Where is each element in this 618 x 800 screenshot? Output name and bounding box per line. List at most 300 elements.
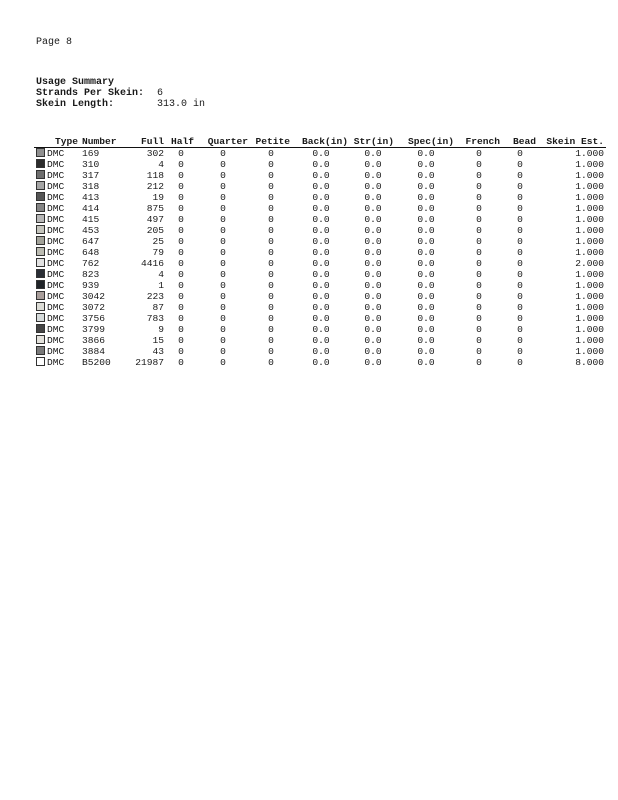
cell-french: 0 [476, 291, 482, 302]
color-swatch [36, 346, 45, 355]
cell-back: 0.0 [312, 291, 330, 302]
cell-number: 318 [82, 181, 100, 192]
cell-full: 783 [146, 313, 164, 324]
cell-petite: 0 [268, 357, 274, 368]
cell-quarter: 0 [220, 280, 226, 291]
cell-back: 0.0 [312, 324, 330, 335]
color-swatch [36, 357, 45, 366]
cell-back: 0.0 [312, 247, 330, 258]
cell-full: 9 [158, 324, 164, 335]
cell-number: 647 [82, 236, 100, 247]
cell-back: 0.0 [312, 236, 330, 247]
cell-type [34, 148, 80, 160]
cell-bead: 0 [517, 203, 523, 214]
cell-skein: 1.000 [575, 225, 604, 236]
cell-type [34, 324, 80, 335]
cell-type [34, 302, 80, 313]
cell-bead: 0 [517, 280, 523, 291]
table-row [34, 236, 606, 247]
cell-str: 0.0 [364, 214, 382, 225]
usage-table-body [34, 148, 606, 369]
col-header-full: Full [132, 135, 166, 148]
cell-spec: 0.0 [417, 302, 435, 313]
cell-half: 0 [178, 280, 184, 291]
cell-str: 0.0 [364, 236, 382, 247]
cell-half: 0 [178, 181, 184, 192]
cell-half: 0 [178, 203, 184, 214]
cell-type [34, 269, 80, 280]
cell-number: B5200 [82, 357, 111, 368]
floss-type: DMC [47, 192, 65, 203]
cell-bead: 0 [517, 313, 523, 324]
cell-type [34, 357, 80, 368]
table-row [34, 192, 606, 203]
table-row [34, 269, 606, 280]
floss-type: DMC [47, 302, 65, 313]
cell-skein: 1.000 [575, 291, 604, 302]
cell-full: 79 [152, 247, 164, 258]
table-row [34, 302, 606, 313]
cell-french: 0 [476, 181, 482, 192]
cell-quarter: 0 [220, 302, 226, 313]
cell-back: 0.0 [312, 181, 330, 192]
cell-str: 0.0 [364, 225, 382, 236]
cell-spec: 0.0 [417, 203, 435, 214]
cell-str: 0.0 [364, 313, 382, 324]
cell-skein: 1.000 [575, 170, 604, 181]
cell-half: 0 [178, 236, 184, 247]
cell-str: 0.0 [364, 181, 382, 192]
cell-number: 310 [82, 159, 100, 170]
cell-skein: 1.000 [575, 159, 604, 170]
cell-full: 43 [152, 346, 164, 357]
floss-type: DMC [47, 291, 65, 302]
floss-type: DMC [47, 225, 65, 236]
cell-quarter: 0 [220, 269, 226, 280]
cell-skein: 1.000 [575, 313, 604, 324]
cell-str: 0.0 [364, 203, 382, 214]
cell-back: 0.0 [312, 214, 330, 225]
cell-back: 0.0 [312, 335, 330, 346]
cell-skein: 1.000 [575, 192, 604, 203]
cell-petite: 0 [268, 335, 274, 346]
cell-spec: 0.0 [417, 247, 435, 258]
cell-french: 0 [476, 335, 482, 346]
cell-full: 4 [158, 269, 164, 280]
cell-quarter: 0 [220, 346, 226, 357]
strands-label: Strands Per Skein: [36, 88, 145, 99]
color-swatch [36, 269, 45, 278]
cell-str: 0.0 [364, 269, 382, 280]
usage-summary [36, 77, 206, 110]
cell-skein: 1.000 [575, 203, 604, 214]
cell-full: 19 [152, 192, 164, 203]
cell-type [34, 225, 80, 236]
floss-type: DMC [47, 159, 65, 170]
cell-petite: 0 [268, 181, 274, 192]
cell-bead: 0 [517, 302, 523, 313]
cell-number: 762 [82, 258, 100, 269]
cell-str: 0.0 [364, 159, 382, 170]
cell-french: 0 [476, 302, 482, 313]
cell-half: 0 [178, 214, 184, 225]
cell-half: 0 [178, 313, 184, 324]
cell-quarter: 0 [220, 313, 226, 324]
cell-full: 875 [146, 203, 164, 214]
cell-half: 0 [178, 324, 184, 335]
cell-french: 0 [476, 324, 482, 335]
cell-skein: 1.000 [575, 214, 604, 225]
floss-type: DMC [47, 280, 65, 291]
cell-half: 0 [178, 258, 184, 269]
table-row [34, 258, 606, 269]
table-row [34, 357, 606, 368]
table-row [34, 280, 606, 291]
cell-petite: 0 [268, 214, 274, 225]
table-row [34, 159, 606, 170]
table-row [34, 247, 606, 258]
cell-back: 0.0 [312, 280, 330, 291]
cell-back: 0.0 [312, 258, 330, 269]
cell-bead: 0 [517, 357, 523, 368]
floss-type: DMC [47, 269, 65, 280]
table-row [34, 203, 606, 214]
cell-spec: 0.0 [417, 236, 435, 247]
cell-skein: 2.000 [575, 258, 604, 269]
cell-number: 648 [82, 247, 100, 258]
cell-full: 118 [146, 170, 164, 181]
cell-petite: 0 [268, 258, 274, 269]
cell-french: 0 [476, 236, 482, 247]
cell-petite: 0 [268, 225, 274, 236]
floss-type: DMC [47, 236, 65, 247]
floss-type: DMC [47, 357, 65, 368]
cell-type [34, 203, 80, 214]
cell-type [34, 214, 80, 225]
color-swatch [36, 258, 45, 267]
table-row [34, 181, 606, 192]
cell-spec: 0.0 [417, 148, 435, 159]
floss-type: DMC [47, 181, 65, 192]
cell-type [34, 291, 80, 302]
cell-back: 0.0 [312, 203, 330, 214]
cell-str: 0.0 [364, 258, 382, 269]
cell-full: 223 [146, 291, 164, 302]
cell-quarter: 0 [220, 203, 226, 214]
cell-spec: 0.0 [417, 181, 435, 192]
cell-number: 3042 [82, 291, 106, 302]
cell-quarter: 0 [220, 335, 226, 346]
cell-petite: 0 [268, 170, 274, 181]
floss-type: DMC [47, 214, 65, 225]
usage-table [34, 135, 606, 368]
cell-full: 497 [146, 214, 164, 225]
col-header-back: Back(in) [292, 135, 350, 148]
color-swatch [36, 302, 45, 311]
cell-spec: 0.0 [417, 280, 435, 291]
cell-bead: 0 [517, 269, 523, 280]
cell-type [34, 159, 80, 170]
cell-quarter: 0 [220, 324, 226, 335]
cell-petite: 0 [268, 324, 274, 335]
table-row [34, 148, 606, 160]
cell-type [34, 192, 80, 203]
cell-quarter: 0 [220, 214, 226, 225]
color-swatch [36, 170, 45, 179]
cell-petite: 0 [268, 269, 274, 280]
cell-quarter: 0 [220, 236, 226, 247]
cell-petite: 0 [268, 159, 274, 170]
cell-bead: 0 [517, 258, 523, 269]
cell-french: 0 [476, 357, 482, 368]
cell-spec: 0.0 [417, 258, 435, 269]
cell-spec: 0.0 [417, 225, 435, 236]
floss-type: DMC [47, 335, 65, 346]
cell-str: 0.0 [364, 280, 382, 291]
cell-spec: 0.0 [417, 357, 435, 368]
cell-french: 0 [476, 346, 482, 357]
cell-quarter: 0 [220, 159, 226, 170]
color-swatch [36, 280, 45, 289]
cell-half: 0 [178, 225, 184, 236]
cell-skein: 1.000 [575, 148, 604, 159]
color-swatch [36, 214, 45, 223]
color-swatch [36, 247, 45, 256]
cell-number: 453 [82, 225, 100, 236]
cell-full: 302 [146, 148, 164, 159]
cell-spec: 0.0 [417, 291, 435, 302]
color-swatch [36, 236, 45, 245]
cell-petite: 0 [268, 346, 274, 357]
table-row [34, 346, 606, 357]
cell-number: 414 [82, 203, 100, 214]
table-row [34, 170, 606, 181]
cell-str: 0.0 [364, 170, 382, 181]
cell-petite: 0 [268, 192, 274, 203]
col-header-half: Half [166, 135, 196, 148]
cell-petite: 0 [268, 148, 274, 159]
cell-bead: 0 [517, 148, 523, 159]
cell-number: 823 [82, 269, 100, 280]
cell-french: 0 [476, 313, 482, 324]
floss-type: DMC [47, 170, 65, 181]
cell-skein: 1.000 [575, 324, 604, 335]
cell-skein: 1.000 [575, 280, 604, 291]
cell-str: 0.0 [364, 291, 382, 302]
cell-type [34, 181, 80, 192]
cell-str: 0.0 [364, 192, 382, 203]
cell-quarter: 0 [220, 225, 226, 236]
floss-type: DMC [47, 313, 65, 324]
cell-skein: 1.000 [575, 236, 604, 247]
cell-half: 0 [178, 247, 184, 258]
cell-half: 0 [178, 335, 184, 346]
cell-bead: 0 [517, 291, 523, 302]
col-header-type: Type [34, 135, 80, 148]
cell-number: 413 [82, 192, 100, 203]
cell-petite: 0 [268, 291, 274, 302]
cell-full: 25 [152, 236, 164, 247]
cell-number: 3756 [82, 313, 106, 324]
cell-quarter: 0 [220, 181, 226, 192]
cell-type [34, 170, 80, 181]
table-row [34, 291, 606, 302]
cell-petite: 0 [268, 203, 274, 214]
cell-half: 0 [178, 357, 184, 368]
cell-skein: 1.000 [575, 269, 604, 280]
table-row [34, 214, 606, 225]
cell-skein: 1.000 [575, 302, 604, 313]
cell-bead: 0 [517, 181, 523, 192]
cell-quarter: 0 [220, 291, 226, 302]
color-swatch [36, 313, 45, 322]
cell-str: 0.0 [364, 247, 382, 258]
cell-quarter: 0 [220, 357, 226, 368]
cell-petite: 0 [268, 236, 274, 247]
cell-full: 205 [146, 225, 164, 236]
floss-type: DMC [47, 148, 65, 159]
cell-str: 0.0 [364, 357, 382, 368]
summary-title: Usage Summary [36, 77, 115, 88]
cell-spec: 0.0 [417, 214, 435, 225]
cell-quarter: 0 [220, 247, 226, 258]
col-header-spec: Spec(in) [396, 135, 456, 148]
cell-quarter: 0 [220, 192, 226, 203]
floss-type: DMC [47, 247, 65, 258]
col-header-petite: Petite [250, 135, 292, 148]
cell-spec: 0.0 [417, 269, 435, 280]
cell-number: 3799 [82, 324, 106, 335]
cell-french: 0 [476, 159, 482, 170]
cell-french: 0 [476, 225, 482, 236]
floss-type: DMC [47, 346, 65, 357]
cell-full: 212 [146, 181, 164, 192]
cell-number: 317 [82, 170, 100, 181]
cell-back: 0.0 [312, 192, 330, 203]
cell-str: 0.0 [364, 324, 382, 335]
cell-type [34, 236, 80, 247]
cell-petite: 0 [268, 280, 274, 291]
cell-str: 0.0 [364, 148, 382, 159]
cell-bead: 0 [517, 170, 523, 181]
cell-spec: 0.0 [417, 159, 435, 170]
cell-petite: 0 [268, 302, 274, 313]
cell-bead: 0 [517, 159, 523, 170]
table-row [34, 335, 606, 346]
cell-bead: 0 [517, 335, 523, 346]
floss-type: DMC [47, 258, 65, 269]
cell-type [34, 280, 80, 291]
cell-french: 0 [476, 170, 482, 181]
table-row [34, 313, 606, 324]
cell-french: 0 [476, 280, 482, 291]
cell-skein: 1.000 [575, 346, 604, 357]
cell-back: 0.0 [312, 302, 330, 313]
cell-full: 4416 [140, 258, 164, 269]
cell-spec: 0.0 [417, 170, 435, 181]
cell-half: 0 [178, 192, 184, 203]
cell-quarter: 0 [220, 258, 226, 269]
cell-type [34, 247, 80, 258]
cell-spec: 0.0 [417, 324, 435, 335]
cell-french: 0 [476, 148, 482, 159]
color-swatch [36, 225, 45, 234]
cell-petite: 0 [268, 313, 274, 324]
cell-back: 0.0 [312, 170, 330, 181]
skein-length-value: 313.0 in [157, 99, 206, 110]
color-swatch [36, 291, 45, 300]
table-header-row [34, 135, 606, 148]
cell-bead: 0 [517, 192, 523, 203]
cell-skein: 1.000 [575, 335, 604, 346]
cell-spec: 0.0 [417, 346, 435, 357]
cell-back: 0.0 [312, 269, 330, 280]
cell-quarter: 0 [220, 170, 226, 181]
cell-back: 0.0 [312, 357, 330, 368]
cell-full: 4 [158, 159, 164, 170]
cell-full: 1 [158, 280, 164, 291]
cell-bead: 0 [517, 247, 523, 258]
cell-number: 3884 [82, 346, 106, 357]
col-header-quarter: Quarter [196, 135, 250, 148]
cell-spec: 0.0 [417, 192, 435, 203]
cell-french: 0 [476, 203, 482, 214]
cell-half: 0 [178, 269, 184, 280]
cell-full: 15 [152, 335, 164, 346]
color-swatch [36, 192, 45, 201]
cell-half: 0 [178, 170, 184, 181]
cell-type [34, 313, 80, 324]
cell-bead: 0 [517, 346, 523, 357]
cell-quarter: 0 [220, 148, 226, 159]
cell-half: 0 [178, 291, 184, 302]
skein-length-label: Skein Length: [36, 99, 115, 110]
col-header-bead: Bead [502, 135, 538, 148]
color-swatch [36, 203, 45, 212]
cell-type [34, 335, 80, 346]
strands-value: 6 [157, 88, 164, 99]
cell-bead: 0 [517, 236, 523, 247]
cell-str: 0.0 [364, 346, 382, 357]
cell-skein: 8.000 [575, 357, 604, 368]
cell-full: 87 [152, 302, 164, 313]
floss-type: DMC [47, 203, 65, 214]
cell-spec: 0.0 [417, 313, 435, 324]
cell-number: 415 [82, 214, 100, 225]
table-row [34, 324, 606, 335]
cell-bead: 0 [517, 225, 523, 236]
cell-back: 0.0 [312, 148, 330, 159]
cell-bead: 0 [517, 324, 523, 335]
cell-number: 3072 [82, 302, 106, 313]
cell-french: 0 [476, 192, 482, 203]
col-header-skein-est: Skein Est. [538, 135, 606, 148]
color-swatch [36, 148, 45, 157]
cell-petite: 0 [268, 247, 274, 258]
col-header-str: Str(in) [350, 135, 396, 148]
cell-half: 0 [178, 148, 184, 159]
cell-type [34, 258, 80, 269]
cell-spec: 0.0 [417, 335, 435, 346]
col-header-french: French [456, 135, 502, 148]
cell-skein: 1.000 [575, 247, 604, 258]
cell-skein: 1.000 [575, 181, 604, 192]
cell-french: 0 [476, 214, 482, 225]
table-row [34, 225, 606, 236]
floss-type: DMC [47, 324, 65, 335]
cell-number: 939 [82, 280, 100, 291]
color-swatch [36, 324, 45, 333]
